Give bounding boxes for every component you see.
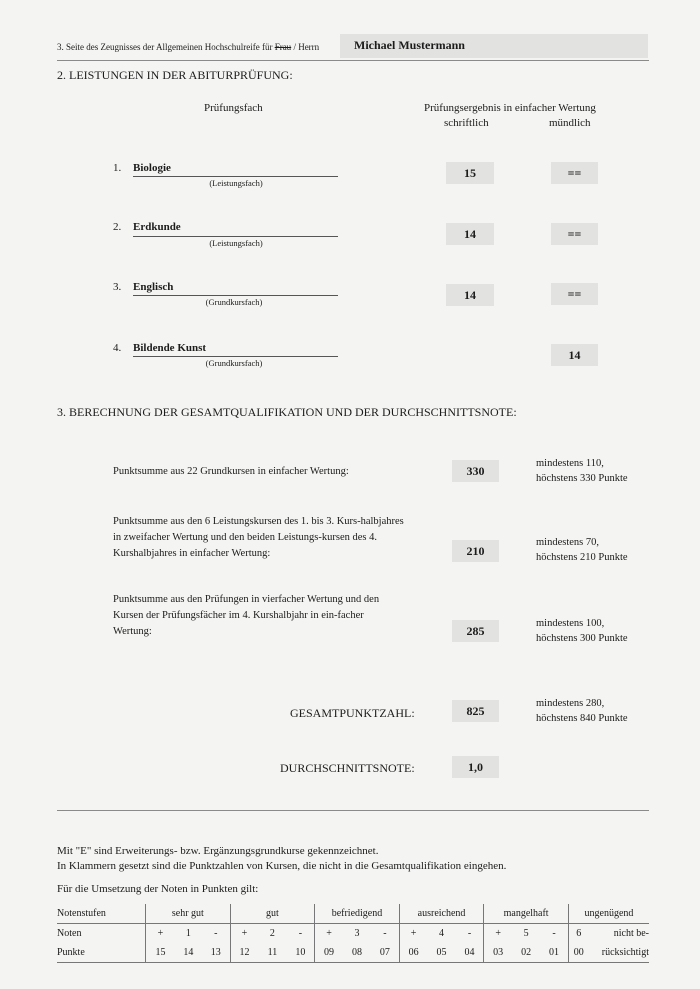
subject-name: Biologie [133,162,171,174]
points-cell: 12 [230,943,258,963]
footer-rule [57,810,649,811]
level-cell: befriedigend [315,904,400,924]
grade-cell: 6 [568,924,588,944]
level-cell: ausreichend [399,904,484,924]
calc-minimum: mindestens 70, [536,537,599,548]
grade-cell: - [214,928,218,939]
points-cell: 15 [146,943,175,963]
subject-number: 4. [113,342,122,354]
written-result-box: 14 [446,284,494,306]
subject-underline [133,295,338,296]
written-result-box: 14 [446,223,494,245]
points-cell: 05 [436,947,447,958]
subject-type: (Grundkursfach) [205,358,263,368]
subject-name: Bildende Kunst [133,342,207,354]
subject-underline [133,176,338,177]
calc-minimum: mindestens 110, [536,458,604,469]
grade-cell: - [552,928,556,939]
grade-cell: - [383,928,387,939]
grade-cell: + [484,924,512,944]
subject-number: 2. [113,221,122,233]
grade-conversion-table [57,904,649,963]
col-result-header: Prüfungsergebnis in einfacher Wertung [424,102,596,114]
calc-minimum: mindestens 100, [536,618,605,629]
points-cell: 14 [183,947,194,958]
grade-cell: 4 [439,928,445,939]
points-row [57,943,649,963]
row-label: Punkte [57,947,85,958]
calc-maximum: höchstens 300 Punkte [536,633,628,644]
oral-result-box: == [551,283,598,305]
grade-cell: - [467,928,472,939]
page-suffix: / Herrn [291,42,320,52]
oral-result-box: 14 [551,344,598,366]
points-cell: 06 [399,943,427,963]
calc-description: Punktsumme aus den 6 Leistungskursen des 1. bis 3. Kurs-halbjahres in zweifacher Wertung und den beiden Leistungs-kursen des 4. Kurshalbjahres in einfacher Wertung: [113,516,404,559]
subject-type: (Grundkursfach) [205,297,263,307]
level-cell: gut [230,904,315,924]
footer-note-2: In Klammern gesetzt sind die Punktzahlen von Kursen, die nicht in die Gesamtqualifikation eingehen. [57,860,507,872]
grade-cell: + [315,924,343,944]
points-cell: 10 [295,947,306,958]
points-cell: 07 [379,947,390,958]
grade-cell: 1 [185,928,191,939]
grade-cell: + [399,924,427,944]
points-cell: 08 [351,947,362,958]
page-prefix: 3. Seite des Zeugnisses der Allgemeinen Hochschulreife für [57,42,273,52]
conversion-intro: Für die Umsetzung der Noten in Punkten gilt: [57,883,259,895]
header-rule [57,60,649,61]
points-cell: 13 [210,947,221,958]
calc-value-box: 210 [452,540,499,562]
row-label: Notenstufen [57,908,106,919]
points-cell: 01 [549,947,560,958]
not-considered-line-2: rücksichtigt [601,947,649,958]
subject-underline [133,356,338,357]
grade-cell: 5 [523,928,529,939]
grades-row [57,924,649,944]
subject-name: Erdkunde [133,221,181,233]
grade-cell: + [146,924,175,944]
points-cell: 09 [315,943,343,963]
grade-cell: + [230,924,258,944]
student-name: Michael Mustermann [354,38,465,52]
average-value-box: 1,0 [452,756,499,778]
oral-result-box: == [551,162,598,184]
grade-cell: 3 [354,928,360,939]
not-considered-line-1: nicht be- [613,928,649,939]
levels-row [57,904,649,924]
points-cell: 02 [521,947,532,958]
subject-number: 3. [113,281,122,293]
subject-name: Englisch [133,281,174,293]
student-name-field [340,34,648,58]
total-minimum: mindestens 280, [536,698,605,709]
calc-maximum: höchstens 210 Punkte [536,552,628,563]
calc-description: Punktsumme aus den Prüfungen in vierfacher Wertung und den Kursen der Prüfungsfächer im 4. Kurshalbjahr in ein-facher Wertung: [113,594,380,637]
col-written-header: schriftlich [444,117,489,129]
grade-cell: 2 [269,928,275,939]
points-cell: 11 [267,947,278,958]
subject-underline [133,236,338,237]
row-label: Noten [57,928,82,939]
page-header-label [57,42,319,52]
total-value-box: 825 [452,700,499,722]
section3-title: 3. BERECHNUNG DER GESAMTQUALIFIKATION UND DER DURCHSCHNITTSNOTE: [57,405,517,419]
struck-word: Frau [274,42,292,52]
points-cell: 03 [484,943,512,963]
section2-title: 2. LEISTUNGEN IN DER ABITURPRÜFUNG: [57,68,293,82]
calc-value-box: 330 [452,460,499,482]
col-subject-header: Prüfungsfach [204,102,263,114]
level-cell: ungenügend [568,904,649,924]
subject-type: (Leistungsfach) [209,238,263,248]
points-cell: 04 [464,947,475,958]
grade-cell: - [298,928,303,939]
total-label: GESAMTPUNKTZAHL: [290,706,415,720]
footer-note-1: Mit "E" sind Erweiterungs- bzw. Ergänzungsgrundkurse gekennzeichnet. [57,845,379,857]
written-result-box: 15 [446,162,494,184]
subject-number: 1. [113,162,122,174]
level-cell: mangelhaft [484,904,569,924]
calc-value-box: 285 [452,620,499,642]
level-cell: sehr gut [146,904,231,924]
total-maximum: höchstens 840 Punkte [536,713,628,724]
subject-type: (Leistungsfach) [209,178,263,188]
average-label: DURCHSCHNITTSNOTE: [280,761,415,775]
oral-result-box: == [551,223,598,245]
points-cell: 00 [568,943,588,963]
col-oral-header: mündlich [549,117,591,129]
calc-maximum: höchstens 330 Punkte [536,473,628,484]
calc-description: Punktsumme aus 22 Grundkursen in einfacher Wertung: [113,466,349,477]
